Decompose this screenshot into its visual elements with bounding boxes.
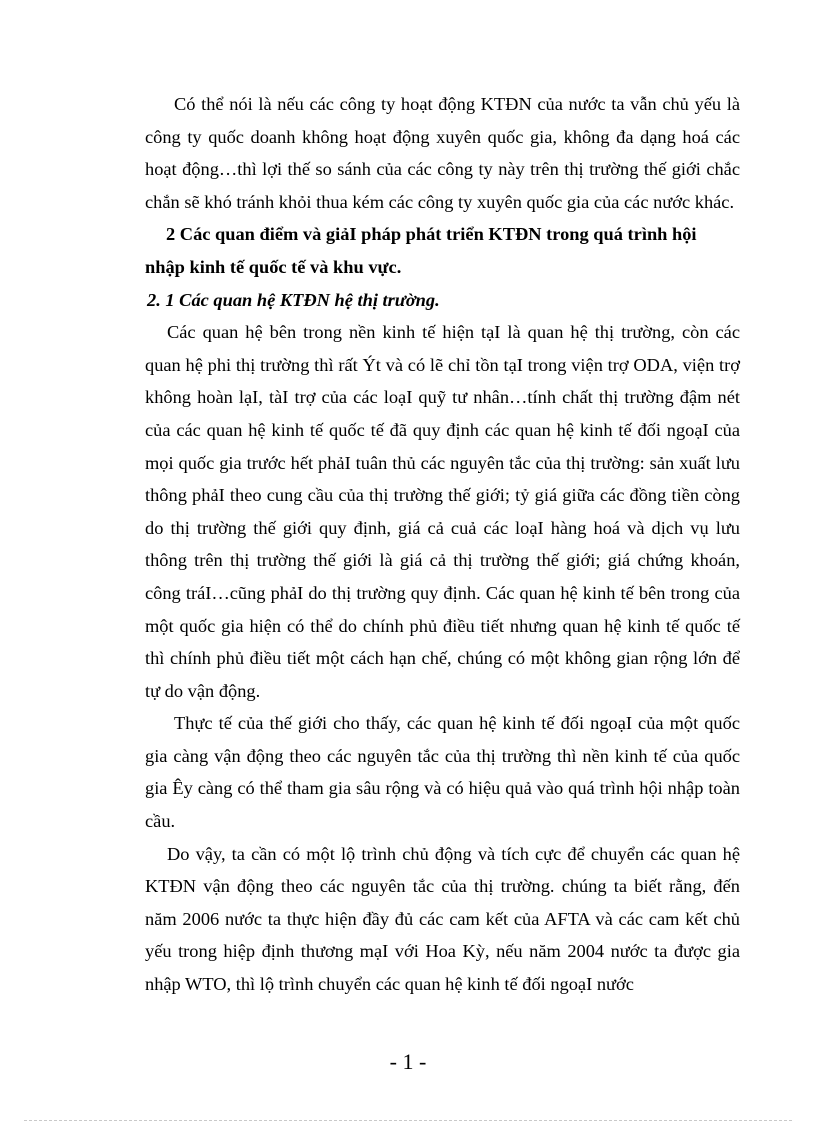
- body-paragraph-3: Do vậy, ta cần có một lộ trình chủ động và tích cực để chuyển các quan hệ KTĐN vận động theo các nguyên tắc của thị trường. chúng ta biết rằng, đến năm 2006 nước ta thực hiện đầy đủ các cam kết của AFTA và các cam kết chủ yếu trong hiệp định thương mạI với Hoa Kỳ, nếu năm 2004 nước ta được gia nhập WTO, thì lộ trình chuyển các quan hệ kinh tế đối ngoạI nước: [145, 843, 740, 995]
- page-content: [145, 88, 740, 1001]
- body-paragraph-1: Các quan hệ bên trong nền kinh tế hiện tạI là quan hệ thị trường, còn các quan hệ phi thị trường thì rất Ýt và có lẽ chỉ tồn tạI trong viện trợ ODA, viện trợ không hoàn lạI, tàI trợ của các loạI quỹ tư nhân…tính chất thị trường đậm nét của các quan hệ kinh tế quốc tế đã quy định các quan hệ kinh tế đối ngoạI của mọi quốc gia trước hết phảI tuân thủ các nguyên tắc của thị trường: sản xuất lưu thông phảI theo cung cầu của thị trường thế giới; tỷ giá giữa các đồng tiền còng do thị trường thế giới quy định, giá cả cuả các loạI hàng hoá và dịch vụ lưu thông trên thị trường thế giới là giá cả thị trường thế giới; giá chứng khoán, công tráI…cũng phảI do thị trường quy định. Các quan hệ kinh tế bên trong của một quốc gia hiện có thể do chính phủ điều tiết nhưng quan hệ kinh tế quốc tế thì chính phủ điều tiết một cách hạn chế, chúng có một không gian rộng lớn để tự do vận động.: [145, 322, 740, 701]
- page-number: - 1 -: [389, 1049, 427, 1074]
- body-paragraph-2: Thực tế của thế giới cho thấy, các quan hệ kinh tế đối ngoạI của một quốc gia càng vận động theo các nguyên tắc của thị trường thì nền kinh tế của quốc gia Êy càng có thể tham gia sâu rộng và có hiệu quả vào quá trình hội nhập toàn cầu.: [145, 713, 740, 832]
- subsection-heading: 2. 1 Các quan hệ KTĐN hệ thị trường.: [147, 289, 440, 310]
- section-heading: 2 Các quan điểm và giảI pháp phát triển KTĐN trong quá trình hội nhập kinh tế quốc tế và khu vực.: [145, 224, 697, 277]
- intro-paragraph: Có thể nói là nếu các công ty hoạt động KTĐN của nước ta vẫn chủ yếu là công ty quốc doanh không hoạt động xuyên quốc gia, không đa dạng hoá các hoạt động…thì lợi thế so sánh của các công ty này trên thị trường thế giới chắc chắn sẽ khó tránh khỏi thua kém các công ty xuyên quốc gia của các nước khác.: [145, 94, 740, 212]
- page-divider: [24, 1120, 792, 1121]
